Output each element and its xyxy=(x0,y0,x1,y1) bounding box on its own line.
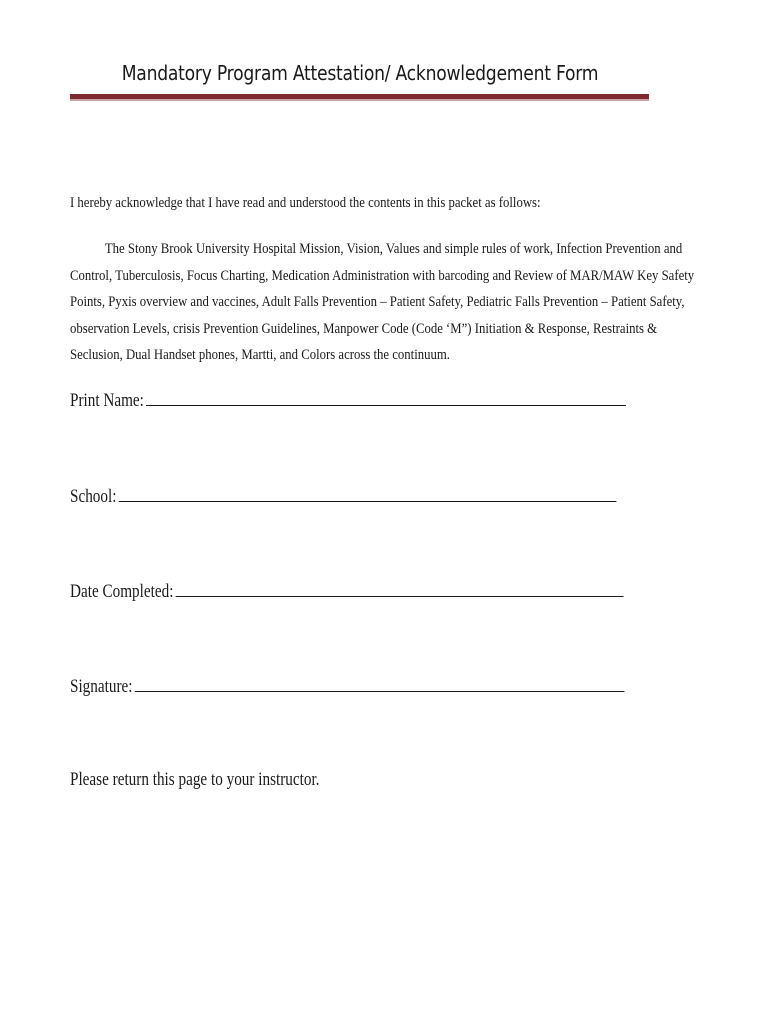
date-completed-field xyxy=(70,578,624,603)
contents-line: Seclusion, Dual Handset phones, Martti, and Colors across the continuum. xyxy=(70,347,450,364)
school-field xyxy=(70,483,616,508)
date-completed-input-line[interactable] xyxy=(176,578,624,597)
return-instruction: Please return this page to your instructor. xyxy=(70,769,320,790)
packet-contents-paragraph xyxy=(70,236,695,369)
title-divider xyxy=(70,94,649,101)
signature-field xyxy=(70,673,624,698)
print-name-field xyxy=(70,387,626,412)
school-input-line[interactable] xyxy=(119,483,617,502)
signature-label: Signature: xyxy=(70,676,133,697)
acknowledgement-intro: I hereby acknowledge that I have read and understood the contents in this packet as follows: xyxy=(70,195,541,211)
contents-line: Control, Tuberculosis, Focus Charting, Medication Administration with barcoding and Review of MAR/MAW Key Safety xyxy=(70,267,695,284)
contents-line: The Stony Brook University Hospital Mission, Vision, Values and simple rules of work, Infection Prevention and xyxy=(104,241,683,257)
page-title: Mandatory Program Attestation/ Acknowledgement Form xyxy=(121,61,599,85)
contents-line: Points, Pyxis overview and vaccines, Adult Falls Prevention – Patient Safety, Pediatric Falls Prevention – Patient Safety, xyxy=(70,294,685,311)
signature-input-line[interactable] xyxy=(135,673,625,692)
contents-line: observation Levels, crisis Prevention Guidelines, Manpower Code (Code ‘M”) Initiation & Response, Restraints & xyxy=(70,320,658,337)
date-completed-label: Date Completed: xyxy=(70,581,174,602)
school-label: School: xyxy=(70,486,117,507)
print-name-label: Print Name: xyxy=(70,390,144,411)
print-name-input-line[interactable] xyxy=(146,387,626,406)
